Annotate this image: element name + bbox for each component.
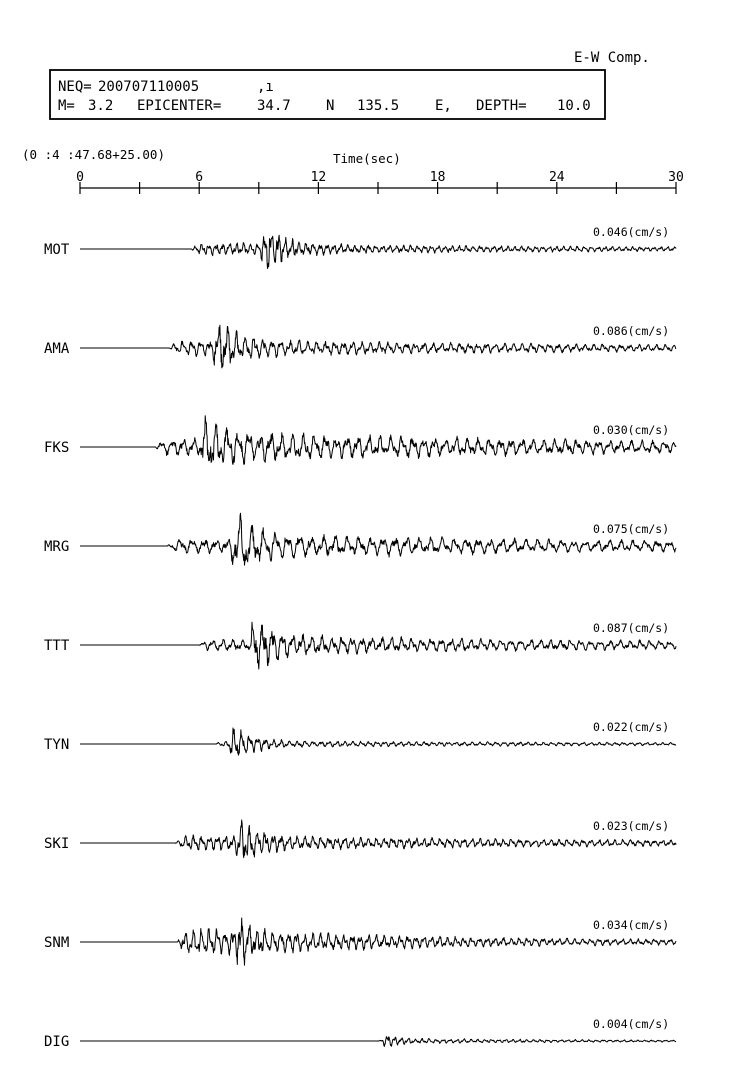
max-amplitude: 0.046(cm/s) [593,225,670,239]
max-amplitude: 0.087(cm/s) [593,621,670,635]
depth-value: 10.0 [557,98,591,114]
waveform [80,235,676,268]
x-axis-label: Time(sec) [333,151,401,166]
traces-group [44,225,676,1050]
station-label: SKI [44,836,70,852]
trace-ttt [44,621,676,669]
x-tick-label: 6 [195,170,204,185]
max-amplitude: 0.023(cm/s) [593,819,670,833]
trace-ama [44,324,676,368]
start-time: (0 :4 :47.68+25.00) [22,147,165,162]
time-axis [76,170,684,194]
component-label: E-W Comp. [574,50,650,66]
station-label: DIG [44,1034,70,1050]
x-tick-label: 24 [548,170,565,185]
waveform [80,622,676,669]
neq-suffix: ,ı [257,79,274,95]
x-tick-label: 30 [668,170,684,185]
trace-tyn [44,720,676,755]
max-amplitude: 0.086(cm/s) [593,324,670,338]
x-tick-label: 18 [429,170,446,185]
trace-dig [44,1017,676,1050]
neq-value: 200707110005 [98,79,200,95]
trace-fks [44,416,676,465]
waveform [80,728,676,755]
trace-ski [44,819,676,858]
waveform [80,416,676,465]
max-amplitude: 0.022(cm/s) [593,720,670,734]
epicenter-lon-dir: E, [435,98,452,114]
station-label: TTT [44,638,70,654]
epicenter-lat: 34.7 [257,98,291,114]
station-label: TYN [44,737,70,753]
magnitude-value: 3.2 [88,98,114,114]
waveform [80,513,676,565]
x-tick-label: 12 [310,170,327,185]
station-label: MRG [44,539,70,555]
station-label: FKS [44,440,70,456]
station-label: AMA [44,341,70,357]
max-amplitude: 0.034(cm/s) [593,918,670,932]
max-amplitude: 0.030(cm/s) [593,423,670,437]
max-amplitude: 0.075(cm/s) [593,522,670,536]
epicenter-label: EPICENTER= [137,98,222,114]
station-label: SNM [44,935,70,951]
waveform [80,325,676,368]
station-label: MOT [44,242,70,258]
waveform [80,1037,676,1047]
max-amplitude: 0.004(cm/s) [593,1017,670,1031]
waveform [80,820,676,858]
epicenter-lon: 135.5 [357,98,400,114]
trace-mot [44,225,676,269]
magnitude-label: M= [58,98,75,114]
neq-label: NEQ= [58,79,92,95]
event-info-line-2 [58,98,591,114]
waveform [80,918,676,965]
trace-snm [44,918,676,965]
event-info-line-1 [58,79,274,95]
x-tick-label: 0 [76,170,84,185]
trace-mrg [44,513,676,565]
depth-label: DEPTH= [476,98,527,114]
epicenter-lat-dir: N [326,98,335,114]
